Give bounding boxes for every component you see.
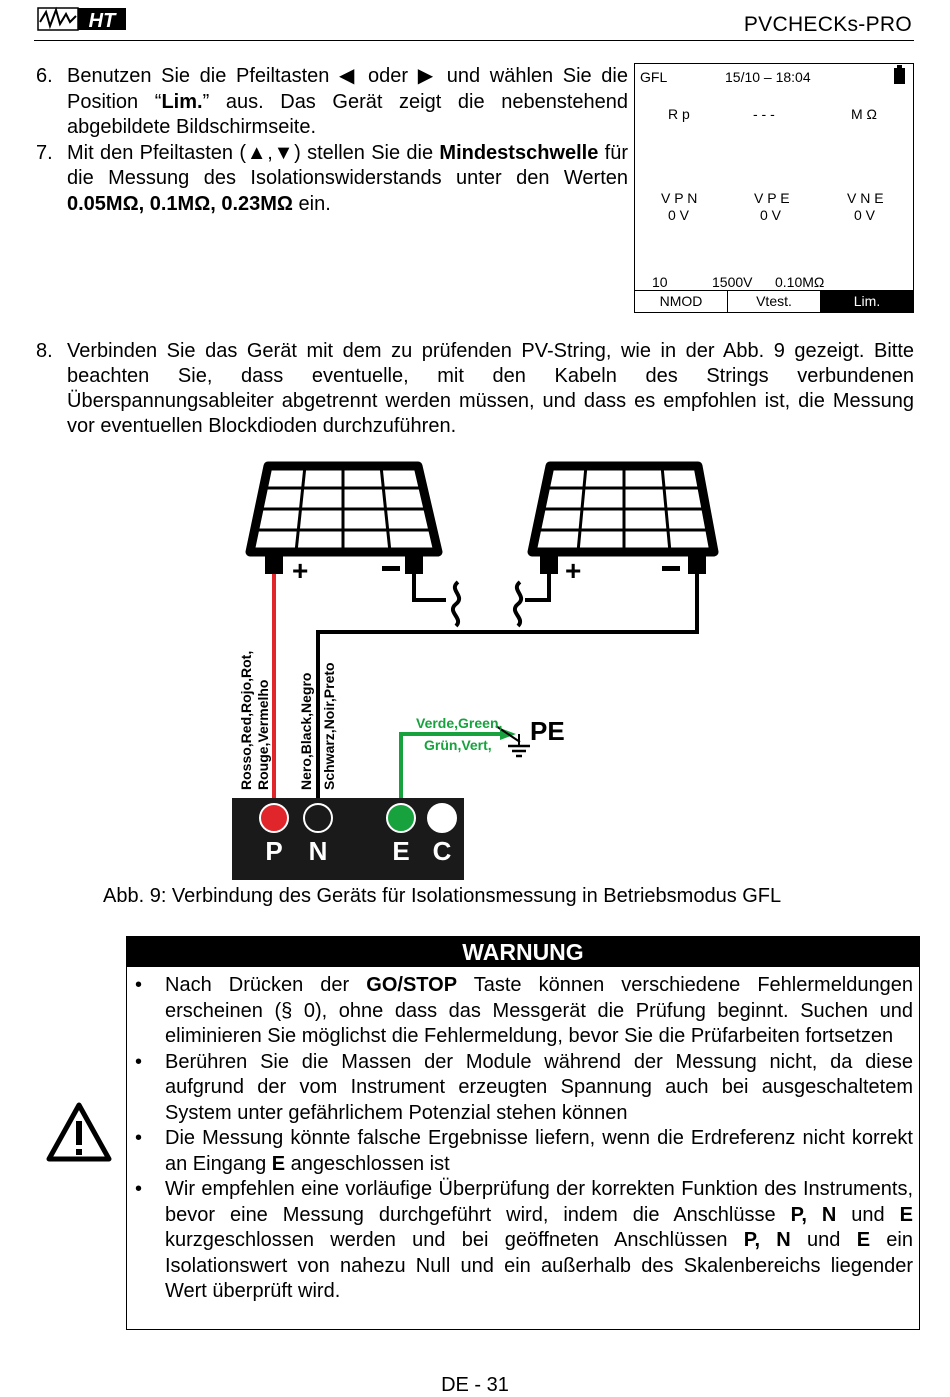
vpn-value: 0 V: [668, 207, 690, 223]
step-6-lim: Lim.: [161, 90, 203, 113]
black-lead-label-2: Schwarz,Noir,Preto: [321, 662, 337, 790]
rp-label: R p: [668, 106, 690, 122]
step-8-number: 8.: [36, 340, 53, 362]
w4g: kurzgeschlossen werden und bei geöffneten Anschlüssen: [165, 1229, 744, 1251]
warning-box: [126, 936, 920, 1330]
bullet: •: [135, 974, 143, 996]
terminal-p-label: P: [265, 836, 283, 866]
step-6: [36, 64, 628, 141]
step-7-text-e: ein.: [292, 192, 331, 215]
battery-icon: [894, 68, 905, 84]
step-8-row: [36, 339, 914, 439]
terminal-n: [304, 804, 332, 832]
pv-panel-left: [250, 466, 438, 586]
w1c: Taste können verschiedene Fehlermeldungen erscheinen (§ 0), ohne dass das Messgerät die Prüfung beginnt. Suchen und eliminieren Sie möglichst die Fehlermeldung, bevor Sie die Prüfarbeiten fortsetzen: [165, 974, 913, 1047]
tab-lim-selected: Lim.: [821, 291, 913, 312]
terminal-p: [260, 804, 288, 832]
black-lead-label-1: Nero,Black,Negro: [298, 672, 314, 790]
terminal-c: [428, 804, 456, 832]
warning-title: WARNUNG: [127, 937, 919, 967]
svg-text:+: +: [292, 555, 309, 586]
step-7-text-c: für die Messung des Isolationswiderstands unter den Werten: [67, 141, 628, 189]
warning-item: [135, 973, 913, 1050]
w4k: ein Isolationswert von nahezu Null und ein außerhalb des Skalenbereichs liegender Wert überprüft wird.: [165, 1229, 913, 1302]
warning-item-text-4: [165, 1177, 913, 1305]
vne-label: V N E: [847, 190, 884, 206]
bullet: •: [135, 1178, 143, 1200]
w4c: [807, 1204, 822, 1226]
instrument-terminal-block: [232, 798, 464, 880]
bullet: •: [135, 1127, 143, 1149]
w3b: E: [271, 1152, 286, 1175]
page-number: DE - 31: [441, 1374, 509, 1396]
figure-caption: Abb. 9: Verbindung des Geräts für Isolationsmessung in Betriebsmodus GFL: [103, 885, 782, 907]
red-lead-label-2: Rouge,Vermelho: [255, 679, 271, 790]
w1a: Nach Drücken der: [165, 974, 367, 996]
pe-label: PE: [530, 716, 565, 746]
w4j: E: [856, 1229, 871, 1251]
step-7-text: [67, 141, 628, 218]
connection-diagram: [220, 460, 740, 885]
header-divider: [34, 40, 914, 41]
step-8-text: Verbinden Sie das Gerät mit dem zu prüfenden PV-String, wie in der Abb. 9 gezeigt. Bitte beachten Sie, dass eventuelle, mit den Kabeln des Strings verbundenen Überspannungsableiter abgetrennt werden müssen, und dass es empfohlen ist, die Messung vor eventuellen Blockdioden durchzuführen.: [67, 340, 914, 437]
green-lead-label-1: Verde,Green,: [416, 715, 503, 731]
warning-item-text-2: Berühren Sie die Massen der Module während der Messung nicht, da diese aufgrund der vom Instrument erzeugten Spannung auch bei ausgeschaltetem System unter gefährlichem Potenzial stehen können: [165, 1050, 913, 1124]
param-vtest-value: 1500V: [712, 274, 753, 290]
w3a: Die Messung könnte falsche Ergebnisse liefern, wenn die Erdreferenz nicht korrekt an Eingang: [165, 1127, 913, 1175]
w4e: und: [836, 1203, 900, 1226]
warning-icon: [45, 1101, 113, 1163]
vpn-label: V P N: [661, 190, 698, 206]
w4a: Wir empfehlen eine vorläufige Überprüfung der korrekten Funktion des Instruments, bevor eine Messung durchgeführt wird, indem die Anschlüsse: [165, 1178, 913, 1226]
red-lead-label-1: Rosso,Red,Rojo,Rot,: [238, 650, 254, 790]
w4i: und: [790, 1229, 857, 1251]
ht-logo: [36, 4, 128, 34]
step-6-text-a: Benutzen Sie die Pfeiltasten ◀ oder ▶ und wählen Sie die Position “: [67, 65, 628, 113]
display-tabs: [635, 290, 913, 312]
steps-6-7: [36, 64, 628, 217]
step-7-values: 0.05MΩ, 0.1MΩ, 0.23MΩ: [67, 192, 293, 215]
step-6-text-c: ” aus. Das Gerät zeigt die nebenstehend abgebildete Bildschirmseite.: [67, 90, 628, 138]
param-lim-value: 0.10MΩ: [775, 274, 825, 290]
terminal-n-label: N: [308, 836, 328, 866]
green-lead-label-2: Grün,Vert,: [424, 737, 492, 753]
warning-item-text-1: [165, 973, 913, 1050]
display-datetime: 15/10 – 18:04: [725, 69, 811, 85]
logo-text: HT: [88, 10, 116, 32]
display-mode: GFL: [640, 69, 668, 85]
tab-vtest: Vtest.: [728, 291, 821, 312]
step-7-threshold: Mindestschwelle: [439, 141, 599, 164]
step-7-text-a: Mit den Pfeiltasten (▲,▼) stellen Sie die: [67, 141, 440, 164]
svg-text:+: +: [565, 555, 582, 586]
step-7-number: 7.: [36, 141, 53, 164]
warning-item: [135, 1126, 913, 1177]
step-6-text: [67, 64, 628, 141]
terminal-e: [387, 804, 415, 832]
rp-value: - - -: [753, 106, 775, 122]
w4b: P,: [790, 1203, 807, 1226]
bullet: •: [135, 1050, 143, 1073]
warning-list: [135, 973, 913, 1305]
vne-value: 0 V: [854, 207, 876, 223]
step-6-number: 6.: [36, 65, 53, 87]
terminal-c-label: C: [432, 836, 452, 866]
param-nmod-value: 10: [652, 274, 668, 290]
step-7: [36, 141, 628, 218]
terminal-e-label: E: [392, 836, 410, 866]
document-title: PVCHECKs-PRO: [743, 13, 912, 36]
warning-item-text-3: [165, 1126, 913, 1177]
w4h: P, N: [743, 1229, 791, 1251]
pv-panel-right: [532, 466, 714, 586]
tab-nmod: NMOD: [635, 291, 728, 312]
go-stop-key: GO/STOP: [366, 974, 458, 996]
vpe-label: V P E: [754, 190, 790, 206]
instrument-display: [634, 63, 914, 313]
w4d: N: [821, 1203, 837, 1226]
warning-item: [135, 1177, 913, 1305]
step-8: [36, 339, 914, 439]
rp-unit: M Ω: [851, 106, 878, 122]
w3c: angeschlossen ist: [285, 1152, 450, 1175]
w4f: E: [899, 1203, 913, 1226]
warning-item: [135, 1050, 913, 1127]
vpe-value: 0 V: [760, 207, 782, 223]
